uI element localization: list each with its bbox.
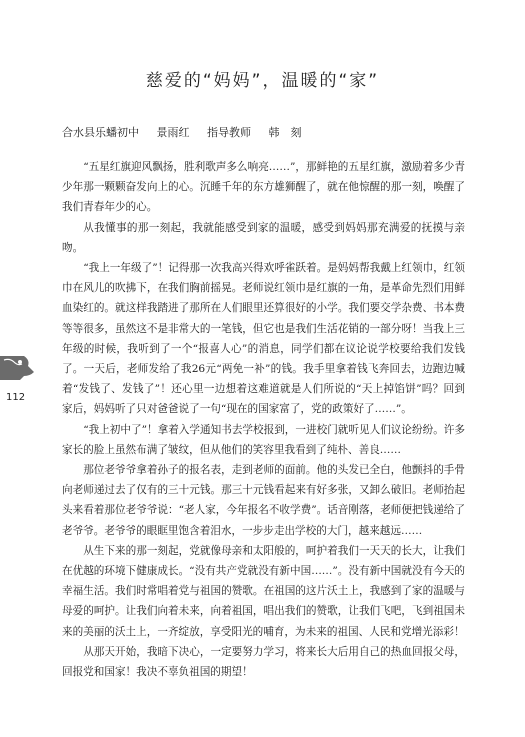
byline-teacher: 韩 刻 [268, 126, 302, 139]
byline-school: 合水县乐蟠初中 [62, 126, 139, 139]
paragraph: “五星红旗迎风飘扬，胜利歌声多么响亮……”，那鲜艳的五星红旗，激励着多少青少年那一颗颗奋发向上的心。沉睡千年的东方雄狮醒了，就在他惊醒的那一刻，唤醒了我们青春年少的心。 [62, 161, 465, 214]
byline-author: 景雨红 [156, 126, 190, 139]
byline-teacher-label: 指导教师 [207, 126, 251, 139]
article-title: 慈爱的“妈妈”，温暖的“家” [145, 71, 380, 91]
paragraph: 从那天开始，我暗下决心，一定要努力学习，将来长大后用自己的热血回报父母，回报党和国家！我决不辜负祖国的期望！ [62, 645, 465, 679]
paragraph: “我上初中了”！拿着入学通知书去学校报到，一进校门就听见人们议论纷纷。许多家长的脸上虽然布满了皱纹，但从他们的笑容里我看到了纯朴、善良…… [62, 423, 465, 456]
paragraph: “我上一年级了”！记得那一次我高兴得欢呼雀跃着。是妈妈帮我戴上红领巾，红领巾在风儿的吹拂下，在我们胸前摇晃。老师说红领巾是红旗的一角，是革命先烈们用鲜血染红的。就这样我踏进了那所在人们眼里还算很好的小学。我们要交学杂费、书本费等等很多，虽然这不是非常大的一笔钱，但它也是我们生活花销的一部分呀！当我上三年级的时候，我听到了一个“报喜人心”的消息，同学们都在议论说学校要给我们发钱了。一天后，老师发给了我26元“两免一补”的钱。我手里拿着钱飞奔回去，边跑边喊着“发钱了、发钱了”！还心里一边想着这难道就是人们所说的“天上掉馅饼”吗？回到家后，妈妈听了只对爸爸说了一句“现在的国家富了，党的政策好了……”。 [62, 262, 465, 416]
page-number: 112 [6, 392, 26, 403]
article-body [62, 157, 465, 682]
byline [62, 124, 316, 140]
paragraph: 从我懂事的那一刻起，我就能感受到家的温暖，感受到妈妈那充满爱的抚摸与亲吻。 [62, 221, 465, 254]
paragraph: 那位老爷爷拿着孙子的报名表，走到老师的面前。他的头发已全白，他颤抖的手骨向老师递过去了仅有的三十元钱。那三十元钱看起来有好多张，又卸么破旧。老师抬起头来看着那位老爷爷说：“老人家，今年报名不收学费”。话音刚落，老师便把钱递给了老爷爷。老爷爷的眼眶里饱含着泪水，一步步走出学校的大门，越来越远…… [62, 464, 465, 537]
paragraph: 从生下来的那一刻起，党就像母亲和太阳般的，呵护着我们一天天的长大，让我们在优越的环境下健康成长。“没有共产党就没有新中国……”。没有新中国就没有今天的幸福生活。我们时常唱着党与祖国的赞歌。在祖国的这片沃土上，我感到了家的温暖与母爱的呵护。让我们向着未来，向着祖国，唱出我们的赞歌，让我们飞吧，飞到祖国未来的美丽的沃土上，一齐绽放，享受阳光的哺育，为未来的祖国、人民和党增光添彩！ [62, 544, 465, 638]
